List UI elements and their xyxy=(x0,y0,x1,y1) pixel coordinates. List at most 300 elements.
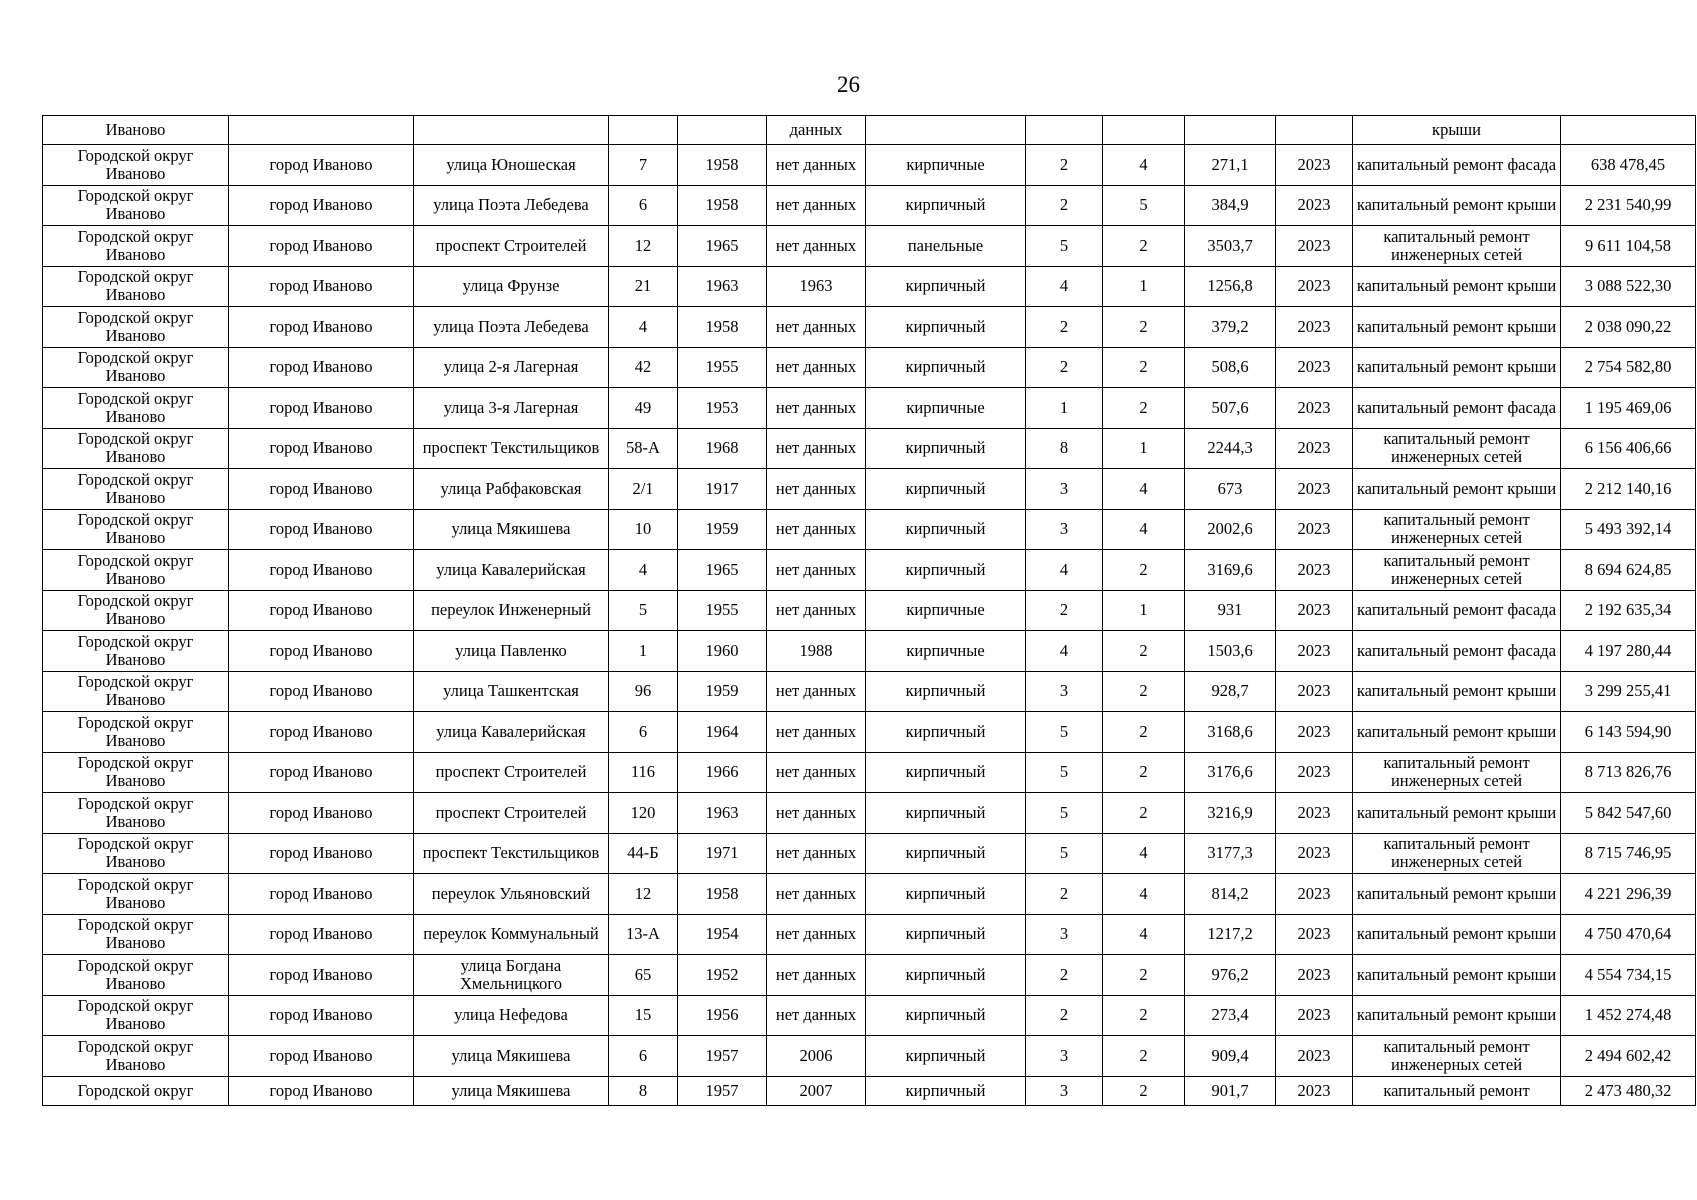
cell-area: 673 xyxy=(1185,469,1276,510)
cell-year-built: 1917 xyxy=(678,469,767,510)
cell-floors: 2 xyxy=(1026,307,1103,348)
cell-floors: 4 xyxy=(1026,631,1103,672)
cell-street: проспект Текстильщиков xyxy=(414,833,609,874)
cell-floors: 3 xyxy=(1026,469,1103,510)
cell-work-type: капитальный ремонт фасада xyxy=(1353,590,1561,631)
cell-house: 96 xyxy=(609,671,678,712)
cell-locality: город Иваново xyxy=(229,671,414,712)
cell-locality: город Иваново xyxy=(229,874,414,915)
cell-year-renovated: нет данных xyxy=(767,550,866,591)
cell-walls: кирпичный xyxy=(866,671,1026,712)
cell-street: улица Мякишева xyxy=(414,1036,609,1077)
cell-walls: кирпичные xyxy=(866,388,1026,429)
table-row xyxy=(43,671,1696,712)
cell-entrances: 4 xyxy=(1103,509,1185,550)
cell-work-type: капитальный ремонт инженерных сетей xyxy=(1353,833,1561,874)
cell-work-type: капитальный ремонт крыши xyxy=(1353,469,1561,510)
cell-cost: 2 038 090,22 xyxy=(1561,307,1696,348)
municipality-line-1: Городской округ xyxy=(77,834,194,854)
cell-year-built: 1971 xyxy=(678,833,767,874)
cell-house: 44-Б xyxy=(609,833,678,874)
municipality-line-2: Иваново xyxy=(105,528,166,548)
cell-walls xyxy=(866,116,1026,145)
cell-plan-year: 2023 xyxy=(1276,307,1353,348)
cell-entrances: 2 xyxy=(1103,226,1185,267)
municipality-line-1: Городской округ xyxy=(77,996,194,1016)
table-row-continued xyxy=(43,116,1696,145)
municipality-line-2: Иваново xyxy=(105,1014,166,1034)
cell-year-built: 1953 xyxy=(678,388,767,429)
cell-street: улица Ташкентская xyxy=(414,671,609,712)
cell-house: 6 xyxy=(609,1036,678,1077)
cell-street: улица Кавалерийская xyxy=(414,712,609,753)
cell-street: улица Юношеская xyxy=(414,145,609,186)
cell-street: улица Нефедова xyxy=(414,995,609,1036)
table-row xyxy=(43,833,1696,874)
cell-area: 507,6 xyxy=(1185,388,1276,429)
cell-street: улица Павленко xyxy=(414,631,609,672)
cell-year-built: 1957 xyxy=(678,1076,767,1105)
municipality-line-1: Городской округ xyxy=(77,955,194,975)
cell-cost: 8 713 826,76 xyxy=(1561,752,1696,793)
cell-entrances: 2 xyxy=(1103,1036,1185,1077)
cell-walls: кирпичный xyxy=(866,347,1026,388)
cell-municipality xyxy=(43,833,229,874)
cell-year-renovated: нет данных xyxy=(767,145,866,186)
cell-walls: кирпичный xyxy=(866,266,1026,307)
cell-entrances: 4 xyxy=(1103,914,1185,955)
cell-street: улица Рабфаковская xyxy=(414,469,609,510)
municipality-line-2: Иваново xyxy=(105,325,166,345)
cell-plan-year: 2023 xyxy=(1276,995,1353,1036)
cell-municipality xyxy=(43,793,229,834)
cell-locality: город Иваново xyxy=(229,955,414,996)
cell-floors: 8 xyxy=(1026,428,1103,469)
cell-house: 1 xyxy=(609,631,678,672)
cell-work-type: капитальный ремонт крыши xyxy=(1353,955,1561,996)
cell-street: переулок Ульяновский xyxy=(414,874,609,915)
cell-work-type: капитальный ремонт инженерных сетей xyxy=(1353,509,1561,550)
table-row xyxy=(43,185,1696,226)
cell-locality: город Иваново xyxy=(229,550,414,591)
cell-house: 4 xyxy=(609,307,678,348)
cell-work-type: капитальный ремонт инженерных сетей xyxy=(1353,428,1561,469)
cell-municipality xyxy=(43,1036,229,1077)
table-row-partial xyxy=(43,1076,1696,1105)
cell-house: 15 xyxy=(609,995,678,1036)
cell-work-type: капитальный ремонт крыши xyxy=(1353,793,1561,834)
cell-area: 508,6 xyxy=(1185,347,1276,388)
cell-walls: кирпичный xyxy=(866,469,1026,510)
cell-area: 976,2 xyxy=(1185,955,1276,996)
cell-year-renovated: нет данных xyxy=(767,428,866,469)
page-number: 26 xyxy=(837,72,860,97)
cell-year-built: 1965 xyxy=(678,226,767,267)
cell-plan-year: 2023 xyxy=(1276,590,1353,631)
cell-cost: 1 452 274,48 xyxy=(1561,995,1696,1036)
cell-entrances: 4 xyxy=(1103,469,1185,510)
cell-entrances: 2 xyxy=(1103,995,1185,1036)
cell-locality: город Иваново xyxy=(229,266,414,307)
cell-municipality xyxy=(43,185,229,226)
cell-cost: 2 473 480,32 xyxy=(1561,1076,1696,1105)
cell-year-renovated: нет данных xyxy=(767,833,866,874)
cell-year-built: 1952 xyxy=(678,955,767,996)
cell-house: 2/1 xyxy=(609,469,678,510)
cell-year-built: 1965 xyxy=(678,550,767,591)
cell-floors: 2 xyxy=(1026,145,1103,186)
cell-floors: 5 xyxy=(1026,793,1103,834)
cell-work-type: капитальный ремонт фасада xyxy=(1353,145,1561,186)
cell-street: переулок Коммунальный xyxy=(414,914,609,955)
cell-entrances xyxy=(1103,116,1185,145)
cell-municipality xyxy=(43,145,229,186)
table-row xyxy=(43,995,1696,1036)
table-row xyxy=(43,145,1696,186)
cell-locality: город Иваново xyxy=(229,1076,414,1105)
cell-year-built: 1954 xyxy=(678,914,767,955)
municipality-line-2: Иваново xyxy=(105,487,166,507)
cell-house: 12 xyxy=(609,226,678,267)
cell-year-built: 1958 xyxy=(678,145,767,186)
cell-work-type: капитальный ремонт крыши xyxy=(1353,266,1561,307)
cell-entrances: 2 xyxy=(1103,793,1185,834)
municipality-line-1: Городской округ xyxy=(77,1036,194,1056)
cell-street: переулок Инженерный xyxy=(414,590,609,631)
cell-work-type: капитальный ремонт крыши xyxy=(1353,185,1561,226)
cell-cost: 2 212 140,16 xyxy=(1561,469,1696,510)
cell-work-type: капитальный ремонт фасада xyxy=(1353,388,1561,429)
cell-entrances: 5 xyxy=(1103,185,1185,226)
cell-floors: 3 xyxy=(1026,914,1103,955)
cell-house: 58-А xyxy=(609,428,678,469)
cell-cost: 6 143 594,90 xyxy=(1561,712,1696,753)
cell-work-type: капитальный ремонт инженерных сетей xyxy=(1353,550,1561,591)
municipality-line-1: Городской округ xyxy=(77,793,194,813)
municipality-line-1: Городской округ xyxy=(77,591,194,611)
cell-locality: город Иваново xyxy=(229,793,414,834)
table-row xyxy=(43,469,1696,510)
cell-floors: 4 xyxy=(1026,266,1103,307)
municipality-line-2: Иваново xyxy=(105,1054,166,1074)
cell-municipality xyxy=(43,550,229,591)
municipality-line-2: Иваново xyxy=(105,649,166,669)
cell-year-built: 1959 xyxy=(678,509,767,550)
cell-cost: 5 842 547,60 xyxy=(1561,793,1696,834)
cell-year-renovated: нет данных xyxy=(767,793,866,834)
municipality-line-2: Иваново xyxy=(105,811,166,831)
cell-walls: кирпичный xyxy=(866,955,1026,996)
cell-area: 931 xyxy=(1185,590,1276,631)
cell-walls: кирпичный xyxy=(866,914,1026,955)
cell-house: 116 xyxy=(609,752,678,793)
cell-locality: город Иваново xyxy=(229,631,414,672)
cell-house: 13-А xyxy=(609,914,678,955)
table-row xyxy=(43,752,1696,793)
cell-walls: кирпичный xyxy=(866,1076,1026,1105)
cell-floors: 2 xyxy=(1026,590,1103,631)
cell-cost: 4 221 296,39 xyxy=(1561,874,1696,915)
municipality-line-1: Городской округ xyxy=(77,307,194,327)
cell-house: 6 xyxy=(609,712,678,753)
municipality-line-2: Иваново xyxy=(105,973,166,993)
cell-entrances: 2 xyxy=(1103,1076,1185,1105)
municipality-line-1: Городской округ xyxy=(77,510,194,530)
municipality-line-1: Городской округ xyxy=(77,672,194,692)
cell-floors: 3 xyxy=(1026,671,1103,712)
cell-municipality xyxy=(43,307,229,348)
cell-floors: 4 xyxy=(1026,550,1103,591)
municipality-line-2: Иваново xyxy=(105,852,166,872)
cell-plan-year: 2023 xyxy=(1276,631,1353,672)
cell-floors: 3 xyxy=(1026,1076,1103,1105)
cell-work-type: капитальный ремонт инженерных сетей xyxy=(1353,226,1561,267)
municipality-line-2: Иваново xyxy=(105,163,166,183)
cell-locality: город Иваново xyxy=(229,428,414,469)
table-row xyxy=(43,428,1696,469)
cell-year-renovated: 2006 xyxy=(767,1036,866,1077)
cell-area: 3177,3 xyxy=(1185,833,1276,874)
cell-municipality xyxy=(43,226,229,267)
cell-work-type: капитальный ремонт xyxy=(1353,1076,1561,1105)
cell-plan-year: 2023 xyxy=(1276,388,1353,429)
cell-house: 8 xyxy=(609,1076,678,1105)
cell-area: 271,1 xyxy=(1185,145,1276,186)
cell-area: 928,7 xyxy=(1185,671,1276,712)
cell-street: проспект Строителей xyxy=(414,793,609,834)
cell-plan-year: 2023 xyxy=(1276,874,1353,915)
cell-entrances: 4 xyxy=(1103,833,1185,874)
cell-municipality xyxy=(43,752,229,793)
cell-municipality xyxy=(43,428,229,469)
cell-plan-year: 2023 xyxy=(1276,671,1353,712)
cell-entrances: 2 xyxy=(1103,550,1185,591)
cell-work-type: капитальный ремонт крыши xyxy=(1353,995,1561,1036)
cell-locality: город Иваново xyxy=(229,226,414,267)
cell-cost: 6 156 406,66 xyxy=(1561,428,1696,469)
cell-municipality xyxy=(43,590,229,631)
municipality-line-2: Иваново xyxy=(105,609,166,629)
cell-entrances: 2 xyxy=(1103,388,1185,429)
municipality-line-2: Иваново xyxy=(105,406,166,426)
cell-street: улица Богдана Хмельницкого xyxy=(414,955,609,996)
cell-year-built: 1957 xyxy=(678,1036,767,1077)
cell-cost: 3 299 255,41 xyxy=(1561,671,1696,712)
cell-cost: 8 694 624,85 xyxy=(1561,550,1696,591)
cell-walls: кирпичный xyxy=(866,509,1026,550)
cell-cost: 2 754 582,80 xyxy=(1561,347,1696,388)
municipality-line-2: Иваново xyxy=(105,366,166,386)
table-row xyxy=(43,914,1696,955)
cell-house: 6 xyxy=(609,185,678,226)
cell-cost: 3 088 522,30 xyxy=(1561,266,1696,307)
cell-locality: город Иваново xyxy=(229,914,414,955)
cell-house: 5 xyxy=(609,590,678,631)
cell-street: проспект Строителей xyxy=(414,752,609,793)
cell-area: 3176,6 xyxy=(1185,752,1276,793)
cell-street: улица 3-я Лагерная xyxy=(414,388,609,429)
cell-year-renovated: нет данных xyxy=(767,509,866,550)
table-row xyxy=(43,874,1696,915)
cell-house: 4 xyxy=(609,550,678,591)
table-row xyxy=(43,226,1696,267)
municipality-line-1: Городской округ xyxy=(77,915,194,935)
cell-locality: город Иваново xyxy=(229,185,414,226)
cell-year-renovated: 1963 xyxy=(767,266,866,307)
cell-year-renovated: нет данных xyxy=(767,995,866,1036)
cell-year-renovated: нет данных xyxy=(767,752,866,793)
table-row xyxy=(43,347,1696,388)
cell-house: 12 xyxy=(609,874,678,915)
table-row xyxy=(43,793,1696,834)
municipality-line-1: Городской округ xyxy=(77,226,194,246)
cell-work-type: капитальный ремонт крыши xyxy=(1353,874,1561,915)
municipality-line-1: Городской округ xyxy=(77,429,194,449)
cell-year-built: 1955 xyxy=(678,347,767,388)
cell-municipality xyxy=(43,388,229,429)
cell-cost xyxy=(1561,116,1696,145)
cell-year-renovated: нет данных xyxy=(767,671,866,712)
cell-year-renovated: нет данных xyxy=(767,347,866,388)
cell-street: улица Кавалерийская xyxy=(414,550,609,591)
cell-floors xyxy=(1026,116,1103,145)
municipality-line-1: Городской округ xyxy=(77,145,194,165)
municipality-line-2: Иваново xyxy=(105,690,166,710)
buildings-table xyxy=(42,115,1696,1106)
cell-street: улица Поэта Лебедева xyxy=(414,185,609,226)
cell-municipality xyxy=(43,631,229,672)
cell-year-renovated: 2007 xyxy=(767,1076,866,1105)
cell-floors: 5 xyxy=(1026,226,1103,267)
cell-floors: 1 xyxy=(1026,388,1103,429)
municipality-line-1: Городской округ xyxy=(77,753,194,773)
cell-year-built: 1956 xyxy=(678,995,767,1036)
cell-year-built: 1958 xyxy=(678,307,767,348)
cell-plan-year: 2023 xyxy=(1276,793,1353,834)
cell-area: 273,4 xyxy=(1185,995,1276,1036)
cell-cost: 2 494 602,42 xyxy=(1561,1036,1696,1077)
municipality-line-1: Городской округ xyxy=(77,712,194,732)
cell-walls: кирпичный xyxy=(866,793,1026,834)
cell-entrances: 2 xyxy=(1103,712,1185,753)
cell-floors: 2 xyxy=(1026,955,1103,996)
cell-year-renovated: нет данных xyxy=(767,955,866,996)
cell-entrances: 1 xyxy=(1103,590,1185,631)
cell-work-type: капитальный ремонт инженерных сетей xyxy=(1353,1036,1561,1077)
cell-work-type: капитальный ремонт крыши xyxy=(1353,914,1561,955)
cell-entrances: 1 xyxy=(1103,266,1185,307)
cell-municipality xyxy=(43,995,229,1036)
cell-area: 3216,9 xyxy=(1185,793,1276,834)
table-row xyxy=(43,266,1696,307)
cell-walls: кирпичный xyxy=(866,752,1026,793)
cell-area: 2244,3 xyxy=(1185,428,1276,469)
cell-year-renovated: нет данных xyxy=(767,307,866,348)
cell-year-renovated: нет данных xyxy=(767,388,866,429)
cell-plan-year: 2023 xyxy=(1276,1076,1353,1105)
cell-plan-year: 2023 xyxy=(1276,914,1353,955)
cell-plan-year: 2023 xyxy=(1276,955,1353,996)
table-body xyxy=(43,116,1696,1106)
cell-plan-year: 2023 xyxy=(1276,712,1353,753)
cell-plan-year: 2023 xyxy=(1276,1036,1353,1077)
cell-plan-year: 2023 xyxy=(1276,833,1353,874)
cell-year-built: 1963 xyxy=(678,266,767,307)
cell-area: 2002,6 xyxy=(1185,509,1276,550)
cell-cost: 638 478,45 xyxy=(1561,145,1696,186)
table-row xyxy=(43,1036,1696,1077)
cell-floors: 3 xyxy=(1026,1036,1103,1077)
cell-entrances: 4 xyxy=(1103,874,1185,915)
cell-area: 1217,2 xyxy=(1185,914,1276,955)
cell-year-built: 1955 xyxy=(678,590,767,631)
cell-house: 42 xyxy=(609,347,678,388)
cell-year-built: 1968 xyxy=(678,428,767,469)
cell-floors: 5 xyxy=(1026,833,1103,874)
cell-year-renovated: данных xyxy=(767,116,866,145)
cell-entrances: 2 xyxy=(1103,752,1185,793)
municipality-line-1: Городской округ xyxy=(77,388,194,408)
cell-area: 3503,7 xyxy=(1185,226,1276,267)
cell-entrances: 2 xyxy=(1103,347,1185,388)
cell-street: улица Фрунзе xyxy=(414,266,609,307)
cell-plan-year: 2023 xyxy=(1276,509,1353,550)
cell-locality: город Иваново xyxy=(229,469,414,510)
cell-house: 120 xyxy=(609,793,678,834)
municipality-line-1: Городской округ xyxy=(77,469,194,489)
cell-walls: кирпичные xyxy=(866,145,1026,186)
cell-walls: кирпичный xyxy=(866,995,1026,1036)
cell-municipality xyxy=(43,347,229,388)
cell-year-renovated: нет данных xyxy=(767,590,866,631)
cell-house xyxy=(609,116,678,145)
table-row xyxy=(43,631,1696,672)
cell-floors: 2 xyxy=(1026,874,1103,915)
cell-work-type: капитальный ремонт крыши xyxy=(1353,347,1561,388)
table-row xyxy=(43,550,1696,591)
table-row xyxy=(43,955,1696,996)
cell-municipality: Иваново xyxy=(43,116,229,145)
cell-floors: 5 xyxy=(1026,712,1103,753)
cell-walls: кирпичный xyxy=(866,550,1026,591)
cell-plan-year: 2023 xyxy=(1276,428,1353,469)
table-row xyxy=(43,388,1696,429)
cell-plan-year: 2023 xyxy=(1276,469,1353,510)
municipality-line-2: Иваново xyxy=(105,244,166,264)
cell-walls: кирпичный xyxy=(866,712,1026,753)
cell-municipality xyxy=(43,509,229,550)
municipality-line-1: Городской округ xyxy=(77,631,194,651)
cell-work-type: крыши xyxy=(1353,116,1561,145)
cell-plan-year: 2023 xyxy=(1276,145,1353,186)
cell-plan-year: 2023 xyxy=(1276,185,1353,226)
cell-walls: панельные xyxy=(866,226,1026,267)
cell-work-type: капитальный ремонт фасада xyxy=(1353,631,1561,672)
cell-street: улица Мякишева xyxy=(414,1076,609,1105)
municipality-line-2: Иваново xyxy=(105,285,166,305)
municipality-line-2: Иваново xyxy=(105,933,166,953)
cell-locality: город Иваново xyxy=(229,712,414,753)
cell-municipality: Городской округ xyxy=(43,1076,229,1105)
cell-area: 814,2 xyxy=(1185,874,1276,915)
table-row xyxy=(43,307,1696,348)
cell-cost: 2 231 540,99 xyxy=(1561,185,1696,226)
cell-area: 379,2 xyxy=(1185,307,1276,348)
cell-plan-year: 2023 xyxy=(1276,226,1353,267)
cell-area: 3168,6 xyxy=(1185,712,1276,753)
cell-entrances: 2 xyxy=(1103,307,1185,348)
municipality-line-2: Иваново xyxy=(105,771,166,791)
